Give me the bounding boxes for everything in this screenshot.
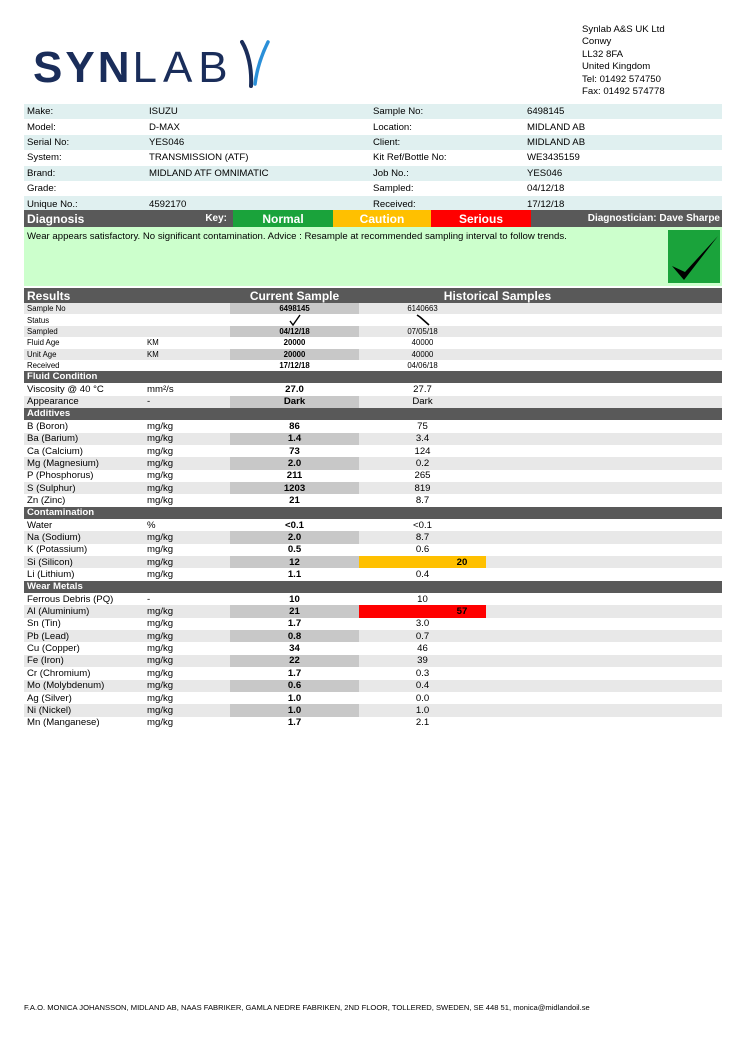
info-label: Client:: [373, 136, 401, 148]
result-row: [24, 568, 722, 580]
info-label: Unique No.:: [27, 198, 78, 210]
result-row: [24, 396, 722, 408]
result-row: [24, 605, 722, 617]
historical-value: 0.0: [415, 692, 430, 704]
current-value: 1.7: [287, 717, 302, 729]
address-line: Fax: 01492 574778: [582, 86, 665, 98]
current-value: 34: [289, 643, 300, 655]
parameter-name: Viscosity @ 40 °C: [27, 384, 104, 396]
parameter-unit: mg/kg: [147, 445, 174, 457]
current-value: 2.0: [230, 457, 359, 469]
parameter-unit: mg/kg: [147, 618, 174, 630]
sample-no-row: Sample No 6498145 6140663: [24, 303, 722, 314]
parameter-unit: mg/kg: [147, 692, 174, 704]
parameter-unit: -: [147, 593, 151, 605]
info-label: Make:: [27, 106, 54, 118]
result-row: [24, 482, 722, 494]
result-row: [24, 692, 722, 704]
unit-age-row: Unit Age KM 20000 40000: [24, 349, 722, 360]
parameter-name: Mn (Manganese): [27, 717, 100, 729]
result-row: [24, 383, 722, 395]
parameter-name: P (Phosphorus): [27, 470, 94, 482]
parameter-unit: mg/kg: [147, 569, 174, 581]
info-value: 17/12/18: [527, 198, 565, 210]
parameter-unit: mg/kg: [147, 470, 174, 482]
check-icon: [668, 230, 720, 283]
parameter-name: Ferrous Debris (PQ): [27, 593, 114, 605]
historical-value: 0.4: [415, 680, 430, 692]
key-serious: Serious: [431, 210, 531, 227]
parameter-unit: mg/kg: [147, 420, 174, 432]
parameter-name: Cr (Chromium): [27, 667, 91, 679]
diagnosis-title: Diagnosis: [27, 211, 85, 226]
current-value: 0.8: [230, 630, 359, 642]
current-value: 1.7: [287, 618, 302, 630]
info-label: Kit Ref/Bottle No:: [373, 152, 447, 164]
current-value: 1.0: [287, 692, 302, 704]
parameter-unit: mg/kg: [147, 605, 174, 617]
parameter-unit: mg/kg: [147, 643, 174, 655]
parameter-name: Mg (Magnesium): [27, 457, 99, 469]
caution-value: 20: [456, 556, 468, 568]
historical-value: 0.6: [415, 544, 430, 556]
parameter-name: Na (Sodium): [27, 531, 81, 543]
address-line: United Kingdom: [582, 61, 651, 73]
historical-value: 3.4: [415, 433, 430, 445]
info-row: [24, 181, 722, 196]
info-value: WE3435159: [527, 152, 580, 164]
parameter-name: Li (Lithium): [27, 569, 75, 581]
parameter-name: Ag (Silver): [27, 692, 72, 704]
parameter-name: Si (Silicon): [27, 556, 73, 568]
historical-value: 0.3: [415, 667, 430, 679]
address-line: Synlab A&S UK Ltd: [582, 24, 665, 35]
result-row: [24, 717, 722, 729]
section-header: Fluid Condition: [24, 371, 722, 383]
parameter-name: Pb (Lead): [27, 630, 70, 642]
parameter-name: Appearance: [27, 396, 79, 408]
current-value: <0.1: [285, 519, 304, 531]
info-label: Brand:: [27, 167, 56, 179]
current-value: 1.0: [230, 704, 359, 716]
current-value: 0.6: [230, 680, 359, 692]
parameter-unit: mg/kg: [147, 531, 174, 543]
historical-value: 265: [414, 470, 431, 482]
key-caution: Caution: [333, 210, 431, 227]
parameter-unit: mg/kg: [147, 630, 174, 642]
current-value: 2.0: [230, 531, 359, 543]
parameter-unit: -: [147, 396, 151, 408]
historical-value: 0.2: [415, 457, 430, 469]
result-row: [24, 593, 722, 605]
historical-value: 39: [417, 655, 428, 667]
historical-value: [359, 605, 486, 617]
parameter-name: Ba (Barium): [27, 433, 79, 445]
parameter-unit: mg/kg: [147, 433, 174, 445]
sampled-row: Sampled 04/12/18 07/05/18: [24, 326, 722, 337]
parameter-unit: mg/kg: [147, 457, 174, 469]
diagnostician: Diagnostician: Dave Sharpe: [587, 213, 720, 224]
parameter-unit: mg/kg: [147, 495, 174, 507]
results-sections: [24, 371, 722, 729]
historical-value: Dark: [412, 396, 433, 408]
current-value: 86: [289, 420, 300, 432]
current-value: 1.1: [287, 569, 302, 581]
info-row: [24, 135, 722, 150]
historical-value: 10: [417, 593, 428, 605]
info-value: YES046: [149, 136, 185, 148]
address-line: Tel: 01492 574750: [582, 73, 661, 85]
result-row: [24, 704, 722, 716]
fluid-age-row: Fluid Age KM 20000 40000: [27, 338, 434, 348]
sample-info-table: [24, 104, 722, 212]
info-value: MIDLAND AB: [527, 121, 586, 133]
logo-wordmark: SYNLAB: [33, 43, 234, 92]
current-value: 21: [230, 605, 359, 617]
info-label: Grade:: [27, 183, 57, 195]
address-line: Conwy: [582, 36, 612, 48]
current-value: 12: [230, 556, 359, 568]
historical-value: 75: [417, 420, 428, 432]
parameter-unit: mg/kg: [147, 556, 174, 568]
historical-value: 8.7: [415, 495, 430, 507]
result-row: [24, 433, 722, 445]
parameter-unit: mg/kg: [147, 717, 174, 729]
parameter-name: Sn (Tin): [27, 618, 61, 630]
info-label: Serial No:: [27, 136, 70, 148]
parameter-unit: mg/kg: [147, 482, 174, 494]
lab-address: [582, 24, 665, 98]
result-row: [24, 544, 722, 556]
status-row: Status: [24, 314, 722, 325]
parameter-name: Zn (Zinc): [27, 495, 66, 507]
info-value: MIDLAND AB: [527, 136, 586, 148]
result-row: [24, 556, 722, 568]
info-label: Location:: [373, 121, 412, 133]
current-value: 211: [286, 470, 303, 482]
current-value: 1203: [230, 482, 359, 494]
key-label: Key:: [205, 213, 227, 224]
current-value: 22: [230, 655, 359, 667]
historical-status-caution-icon: [359, 314, 486, 325]
info-label: Job No.:: [373, 167, 409, 179]
historical-value: 46: [417, 643, 428, 655]
parameter-name: Al (Aluminium): [27, 605, 90, 617]
parameter-unit: mg/kg: [147, 544, 174, 556]
info-label: Model:: [27, 121, 56, 133]
historical-value: 3.0: [415, 618, 430, 630]
results-header: [24, 288, 722, 303]
logo-mark-icon: [240, 38, 270, 88]
parameter-name: Cu (Copper): [27, 643, 80, 655]
section-header: Contamination: [24, 507, 722, 519]
info-label: Sample No:: [373, 106, 424, 118]
current-value: 73: [289, 445, 300, 457]
result-row: [24, 655, 722, 667]
info-value: 04/12/18: [527, 183, 565, 195]
received-row: Received 17/12/18 04/06/18: [27, 361, 438, 371]
parameter-unit: mg/kg: [147, 705, 174, 717]
parameter-name: K (Potassium): [27, 544, 88, 556]
synlab-logo: [33, 30, 270, 90]
info-value: 4592170: [149, 198, 187, 210]
result-row: [24, 457, 722, 469]
historical-value: 8.7: [415, 531, 430, 543]
current-value: 1.7: [287, 667, 302, 679]
footer-address: F.A.O. MONICA JOHANSSON, MIDLAND AB, NAAS FABRIKER, GAMLA NEDRE FABRIKEN, 2ND FLOOR, TOLLERED, SWEDEN, SE 448 51, monica@midlandoil.se: [24, 1003, 590, 1012]
results-title: Results: [27, 288, 71, 303]
historical-value: 124: [414, 445, 431, 457]
info-label: Sampled:: [373, 183, 414, 195]
info-value: MIDLAND ATF OMNIMATIC: [149, 167, 269, 179]
historical-samples-title: Historical Samples: [443, 288, 552, 303]
result-row: [24, 470, 722, 482]
current-status-check-icon: [230, 314, 359, 325]
result-row: [24, 531, 722, 543]
parameter-name: B (Boron): [27, 420, 69, 432]
result-row: [24, 680, 722, 692]
historical-value: [359, 556, 486, 568]
parameter-name: Ni (Nickel): [27, 705, 72, 717]
results-table: [24, 288, 722, 729]
address-line: LL32 8FA: [582, 48, 624, 60]
serious-value: 57: [456, 605, 468, 617]
info-label: System:: [27, 152, 62, 164]
current-value: 21: [289, 495, 300, 507]
result-row: [24, 494, 722, 506]
info-row: [24, 150, 722, 165]
parameter-unit: mg/kg: [147, 655, 174, 667]
key-normal: Normal: [233, 210, 333, 227]
parameter-unit: mg/kg: [147, 667, 174, 679]
result-row: [24, 618, 722, 630]
diagnosis-text: Wear appears satisfactory. No significant contamination. Advice : Resample at recommended sampling interval to follow trends.: [27, 231, 567, 242]
current-value: Dark: [230, 396, 359, 408]
result-row: [24, 519, 722, 531]
result-row: [24, 445, 722, 457]
parameter-unit: mg/kg: [147, 680, 174, 692]
current-value: 10: [289, 593, 300, 605]
parameter-name: S (Sulphur): [27, 482, 76, 494]
section-header: Wear Metals: [24, 581, 722, 593]
result-row: [24, 630, 722, 642]
historical-value: 27.7: [413, 384, 432, 396]
parameter-name: Fe (Iron): [27, 655, 64, 667]
current-value: 27.0: [285, 384, 304, 396]
historical-value: <0.1: [413, 519, 432, 531]
result-row: [24, 420, 722, 432]
info-value: YES046: [527, 167, 563, 179]
result-row: [24, 667, 722, 679]
historical-value: 2.1: [415, 717, 430, 729]
historical-value: 0.4: [415, 569, 430, 581]
info-row: [24, 104, 722, 119]
current-value: 0.5: [287, 544, 302, 556]
info-value: ISUZU: [149, 106, 178, 118]
parameter-unit: %: [147, 519, 156, 531]
section-header: Additives: [24, 408, 722, 420]
info-row: [24, 119, 722, 134]
current-value: 1.4: [230, 433, 359, 445]
info-label: Received:: [373, 198, 416, 210]
info-row: [24, 166, 722, 181]
result-row: [24, 642, 722, 654]
parameter-unit: mm²/s: [147, 384, 174, 396]
historical-value: 819: [414, 482, 431, 494]
parameter-name: Ca (Calcium): [27, 445, 83, 457]
info-value: 6498145: [527, 106, 565, 118]
historical-value: 1.0: [415, 705, 430, 717]
diagnosis-bar: [24, 210, 722, 227]
historical-value: 0.7: [415, 630, 430, 642]
parameter-name: Mo (Molybdenum): [27, 680, 105, 692]
parameter-name: Water: [27, 519, 53, 531]
info-value: D-MAX: [149, 121, 180, 133]
normal-status-box: [668, 230, 720, 283]
diagnosis-body: [24, 227, 722, 286]
info-value: TRANSMISSION (ATF): [149, 152, 249, 164]
current-sample-title: Current Sample: [249, 288, 340, 303]
